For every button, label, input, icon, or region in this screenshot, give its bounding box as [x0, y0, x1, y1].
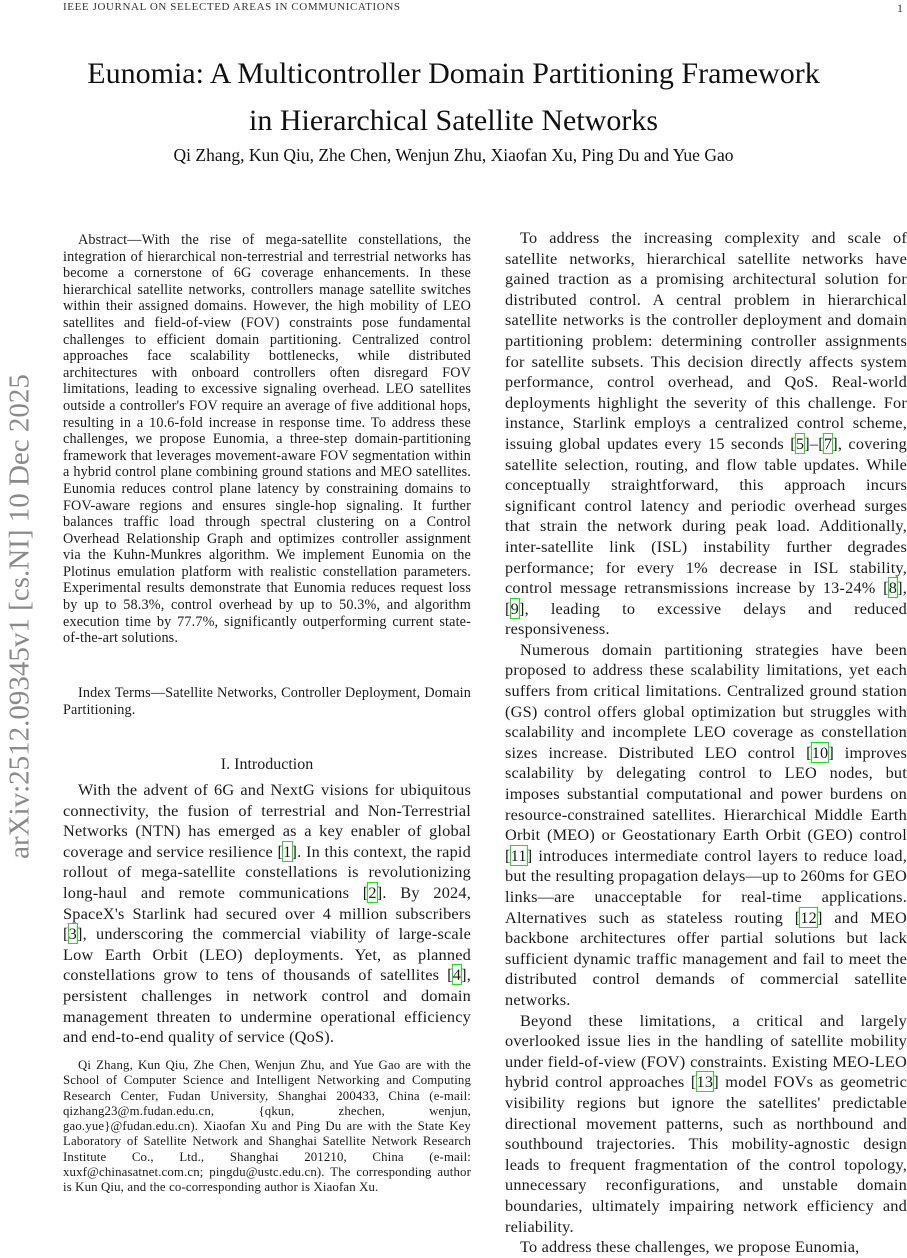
title-line-1: Eunomia: A Multicontroller Domain Partitioning Framework: [87, 57, 820, 90]
citation-link[interactable]: 8: [888, 578, 898, 598]
paragraph-text: ] model FOVs as geometric visibility regions but ignore the satellites' predictable directional movement patterns, such as northbound and southbound trajectories. This mobility-agnostic design leads to frequent fragmentation of the control topology, unnecessary reconfigurations, and unstable domain boundaries, ultimately impairing network efficiency and reliability.: [505, 1072, 907, 1236]
index-terms: [63, 685, 471, 718]
author-footnote: [63, 1058, 471, 1196]
paragraph-text: ] introduces intermediate control layers to reduce load, but the resulting propagation delays—up to 260ms for GEO links—are unacceptable for real-time applications. Alternatives such as stateless routing [: [505, 845, 907, 927]
body-paragraph: [505, 1237, 907, 1258]
title-line-2: in Hierarchical Satellite Networks: [248, 104, 658, 137]
body-paragraph: [505, 1011, 907, 1238]
paragraph-text: To address the increasing complexity and scale of satellite networks, hierarchical satellite networks have gained traction as a promising architectural solution for distributed control. A central problem in hierarchical satellite networks is the controller deployment and domain partitioning problem: determining controller assignments for satellite subsets. This decision directly affects system performance, control overhead, and QoS. Real-world deployments highlight the severity of this challenge. For instance, Starlink employs a centralized control scheme, issuing global updates every 15 seconds [: [505, 228, 907, 453]
citation-link[interactable]: 12: [800, 907, 818, 927]
section-heading-introduction: I. Introduction: [220, 756, 314, 773]
body-paragraph: [505, 228, 907, 640]
citation-link[interactable]: 7: [823, 433, 833, 453]
paragraph-text: ]. By 2024, SpaceX's Starlink had secured over 4 million subscribers [: [63, 882, 471, 944]
paragraph-text: ] improves scalability by delegating control to LEO nodes, but imposes substantial computational and power burdens on resource-constrained satellites. Hierarchical Middle Earth Orbit (MEO) or Geostationary Earth Orbit (GEO) control [: [505, 742, 907, 865]
paragraph-text: ]–[: [804, 433, 824, 453]
paper-title: [0, 50, 907, 144]
paragraph-text: To address these challenges, we propose Eunomia,: [520, 1237, 860, 1257]
citation-link[interactable]: 4: [452, 965, 462, 985]
paragraph-text: With the advent of 6G and NextG visions for ubiquitous connectivity, the fusion of terrestrial and Non-Terrestrial Networks (NTN) has emerged as a key enabler of global coverage and service resilience [: [63, 780, 471, 861]
intro-column: [63, 780, 471, 1048]
paragraph-text: ], persistent challenges in network control and domain management threaten to undermine operational efficiency and end-to-end quality of service (QoS).: [63, 965, 471, 1047]
body-paragraph: [505, 640, 907, 1011]
citation-link[interactable]: 9: [510, 598, 519, 618]
paragraph-text: ] and MEO backbone architectures offer partial solutions but lack sufficient dynamic traffic management and fail to meet the distributed control demands of commercial satellite networks.: [505, 907, 907, 1009]
citation-link[interactable]: 5: [795, 433, 805, 453]
citation-link[interactable]: 10: [811, 742, 829, 762]
citation-link[interactable]: 3: [68, 924, 77, 944]
page-number: 1: [897, 1, 903, 15]
right-column: [505, 228, 907, 1258]
index-terms-text: Index Terms—Satellite Networks, Controller Deployment, Domain Partitioning.: [63, 685, 471, 718]
paragraph-text: ], leading to excessive delays and reduced responsiveness.: [505, 598, 907, 639]
abstract: [63, 232, 471, 647]
footnote-text: Qi Zhang, Kun Qiu, Zhe Chen, Wenjun Zhu, and Yue Gao are with the School of Computer Science and Intelligent Networking and Computing Research Center, Fudan University, Shanghai 200433, China (e-mail: qizhang23@m.fudan.edu.cn, {qkun, zhechen, wenjun, gao.yue}@fudan.edu.cn). Xiaofan Xu and Ping Du are with the State Key Laboratory of Satellite Network and Shanghai Satellite Network Research Institute Co., Ltd., Shanghai 201210, China (e-mail: xuxf@chinasatnet.com.cn; pingdu@ustc.edu.cn). The corresponding author is Kun Qiu, and the co-corresponding author is Xiaofan Xu.: [63, 1058, 471, 1195]
paragraph-text: ], [: [505, 578, 907, 618]
paragraph-text: Beyond these limitations, a critical and largely overlooked issue lies in the handling of satellite mobility under field-of-view (FOV) constraints. Existing MEO-LEO hybrid control approaches [: [505, 1010, 907, 1092]
arxiv-stamp: arXiv:2512.09345v1 [cs.NI] 10 Dec 2025: [3, 374, 36, 859]
paragraph-text: ], underscoring the commercial viability of large-scale Low Earth Orbit (LEO) deployments. Yet, as planned constellations grow to tens of thousands of satellites [: [63, 924, 471, 985]
citation-link[interactable]: 1: [283, 841, 292, 861]
paragraph-text: ]. In this context, the rapid rollout of mega-satellite constellations is revolutionizing long-haul and remote communications [: [63, 841, 471, 902]
citation-link[interactable]: 13: [696, 1072, 714, 1092]
paragraph-text: Numerous domain partitioning strategies have been proposed to address these scalability limitations, yet each suffers from critical limitations. Centralized ground station (GS) control offers global optimization but struggles with scalability and incomplete LEO coverage as constellation sizes increase. Distributed LEO control [: [505, 639, 907, 762]
abstract-text: Abstract—With the rise of mega-satellite constellations, the integration of hierarchical non-terrestrial and terrestrial networks has become a cornerstone of 6G coverage enhancements. In these hierarchical satellite networks, controllers manage satellite switches within their assigned domains. However, the high mobility of LEO satellites and field-of-view (FOV) constraints pose fundamental challenges to efficient domain partitioning. Centralized control approaches face scalability bottlenecks, while distributed architectures with onboard controllers often disregard FOV limitations, leading to excessive signaling overhead. LEO satellites outside a controller's FOV require an average of five additional hops, resulting in a 10.6-fold increase in response time. To address these challenges, we propose Eunomia, a three-step domain-partitioning framework that leverages movement-aware FOV segmentation within a hybrid control plane combining ground stations and MEO satellites. Eunomia reduces control plane latency by constraining domains to FOV-aware regions and ensures single-hop signaling. It further balances traffic load through spectral clustering on a Control Overhead Relationship Graph and optimizes controller assignment via the Kuhn-Munkres algorithm. We implement Eunomia on the Plotinus emulation platform with realistic constellation parameters. Experimental results demonstrate that Eunomia reduces request loss by up to 58.3%, control overhead by up to 50.3%, and algorithm execution time by 77.7%, significantly outperforming current state-of-the-art solutions.: [63, 232, 471, 647]
citation-link[interactable]: 11: [510, 845, 527, 865]
body-paragraph: [63, 780, 471, 1048]
author-list: Qi Zhang, Kun Qiu, Zhe Chen, Wenjun Zhu, Xiaofan Xu, Ping Du and Yue Gao: [173, 145, 734, 165]
citation-link[interactable]: 2: [368, 882, 377, 902]
running-head: IEEE JOURNAL ON SELECTED AREAS IN COMMUNICATIONS: [63, 1, 401, 13]
paragraph-text: ], covering satellite selection, routing, and flow table updates. While conceptually straightforward, this approach incurs significant control latency and periodic overhead surges that strain the network during peak load. Additionally, inter-satellite link (ISL) instability further degrades performance; for every 1% decrease in ISL stability, control message retransmissions increase by 13-24% [: [505, 433, 907, 598]
